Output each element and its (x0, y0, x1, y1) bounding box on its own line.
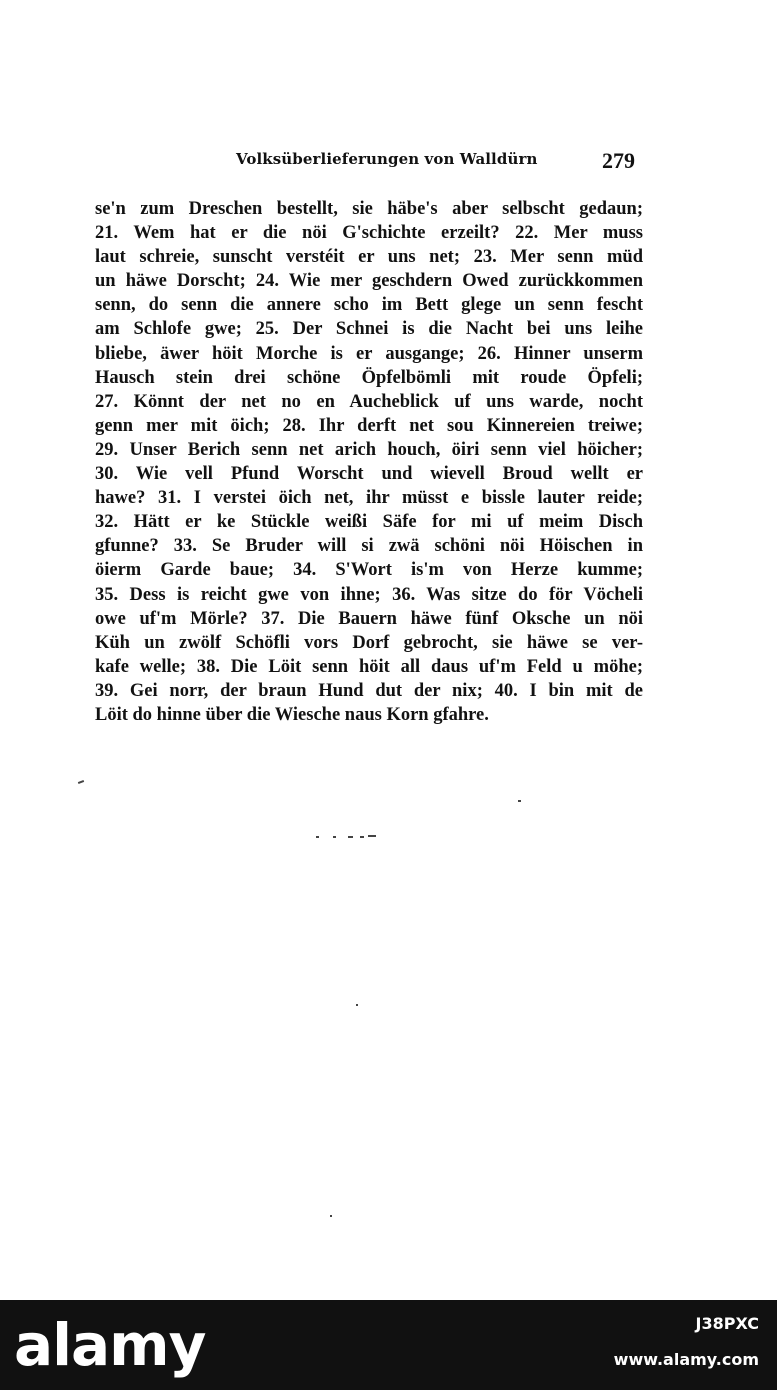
text-line: hawe? 31. I verstei öich net, ihr müsst e bissle lauter reide; (95, 488, 643, 509)
text-line: un häwe Dorscht; 24. Wie mer geschdern Owed zurückkommen (95, 271, 643, 292)
text-line: 30. Wie vell Pfund Worscht und wievell Broud wellt er (95, 464, 643, 485)
scan-speck (348, 836, 353, 838)
text-line: senn, do senn die annere scho im Bett glege un senn fescht (95, 295, 643, 316)
text-line: 21. Wem hat er die nöi G'schichte erzeilt? 22. Mer muss (95, 223, 643, 244)
scan-speck (78, 780, 84, 784)
scan-speck (316, 836, 319, 838)
text-line: 32. Hätt er ke Stückle weißi Säfe for mi uf meim Disch (95, 512, 643, 533)
text-line: Küh un zwölf Schöfli vors Dorf gebrocht, sie häwe se ver- (95, 632, 643, 653)
text-line: 39. Gei norr, der braun Hund dut der nix; 40. I bin mit de (95, 680, 643, 701)
text-line: gfunne? 33. Se Bruder will si zwä schöni nöi Höischen in (95, 536, 643, 557)
scan-speck (330, 1215, 332, 1217)
text-line: Löit do hinne über die Wiesche naus Korn gfahre. (95, 704, 489, 725)
text-line: 35. Dess is reicht gwe von ihne; 36. Was sitze do för Vöcheli (95, 584, 643, 605)
running-title: Volksüberlieferungen von Walldürn (236, 150, 538, 168)
text-line: 29. Unser Berich senn net arich houch, öiri senn viel höicher; (95, 439, 643, 460)
watermark-url: www.alamy.com (613, 1350, 759, 1369)
text-line: kafe welle; 38. Die Löit senn höit all daus uf'm Feld u möhe; (95, 656, 643, 677)
watermark-logo: alamy (14, 1311, 206, 1379)
text-line: se'n zum Dreschen bestellt, sie häbe's aber selbscht gedaun; (95, 199, 643, 219)
text-line: owe uf'm Mörle? 37. Die Bauern häwe fünf Oksche un nöi (95, 608, 643, 629)
text-line: genn mer mit öich; 28. Ihr derft net sou Kinnereien treiwe; (95, 415, 643, 436)
scan-speck (356, 1004, 358, 1006)
text-line: am Schlofe gwe; 25. Der Schnei is die Nacht bei uns leihe (95, 319, 643, 340)
scan-speck (518, 800, 521, 802)
text-line: bliebe, äwer höit Morche is er ausgange; 26. Hinner unserm (95, 343, 643, 364)
scan-speck (333, 836, 336, 838)
text-line: öierm Garde baue; 34. S'Wort is'm von Herze kumme; (95, 560, 643, 581)
page-number: 279 (602, 148, 635, 173)
watermark-image-id: J38PXC (695, 1314, 759, 1333)
scan-speck (368, 835, 376, 837)
text-line: Hausch stein drei schöne Öpfelbömli mit roude Öpfeli; (95, 367, 643, 388)
text-line: 27. Könnt der net no en Aucheblick uf uns warde, nocht (95, 391, 643, 412)
text-line: laut schreie, sunscht verstéit er uns net; 23. Mer senn müd (95, 247, 643, 268)
body-text (95, 197, 643, 727)
scan-speck (360, 836, 364, 838)
